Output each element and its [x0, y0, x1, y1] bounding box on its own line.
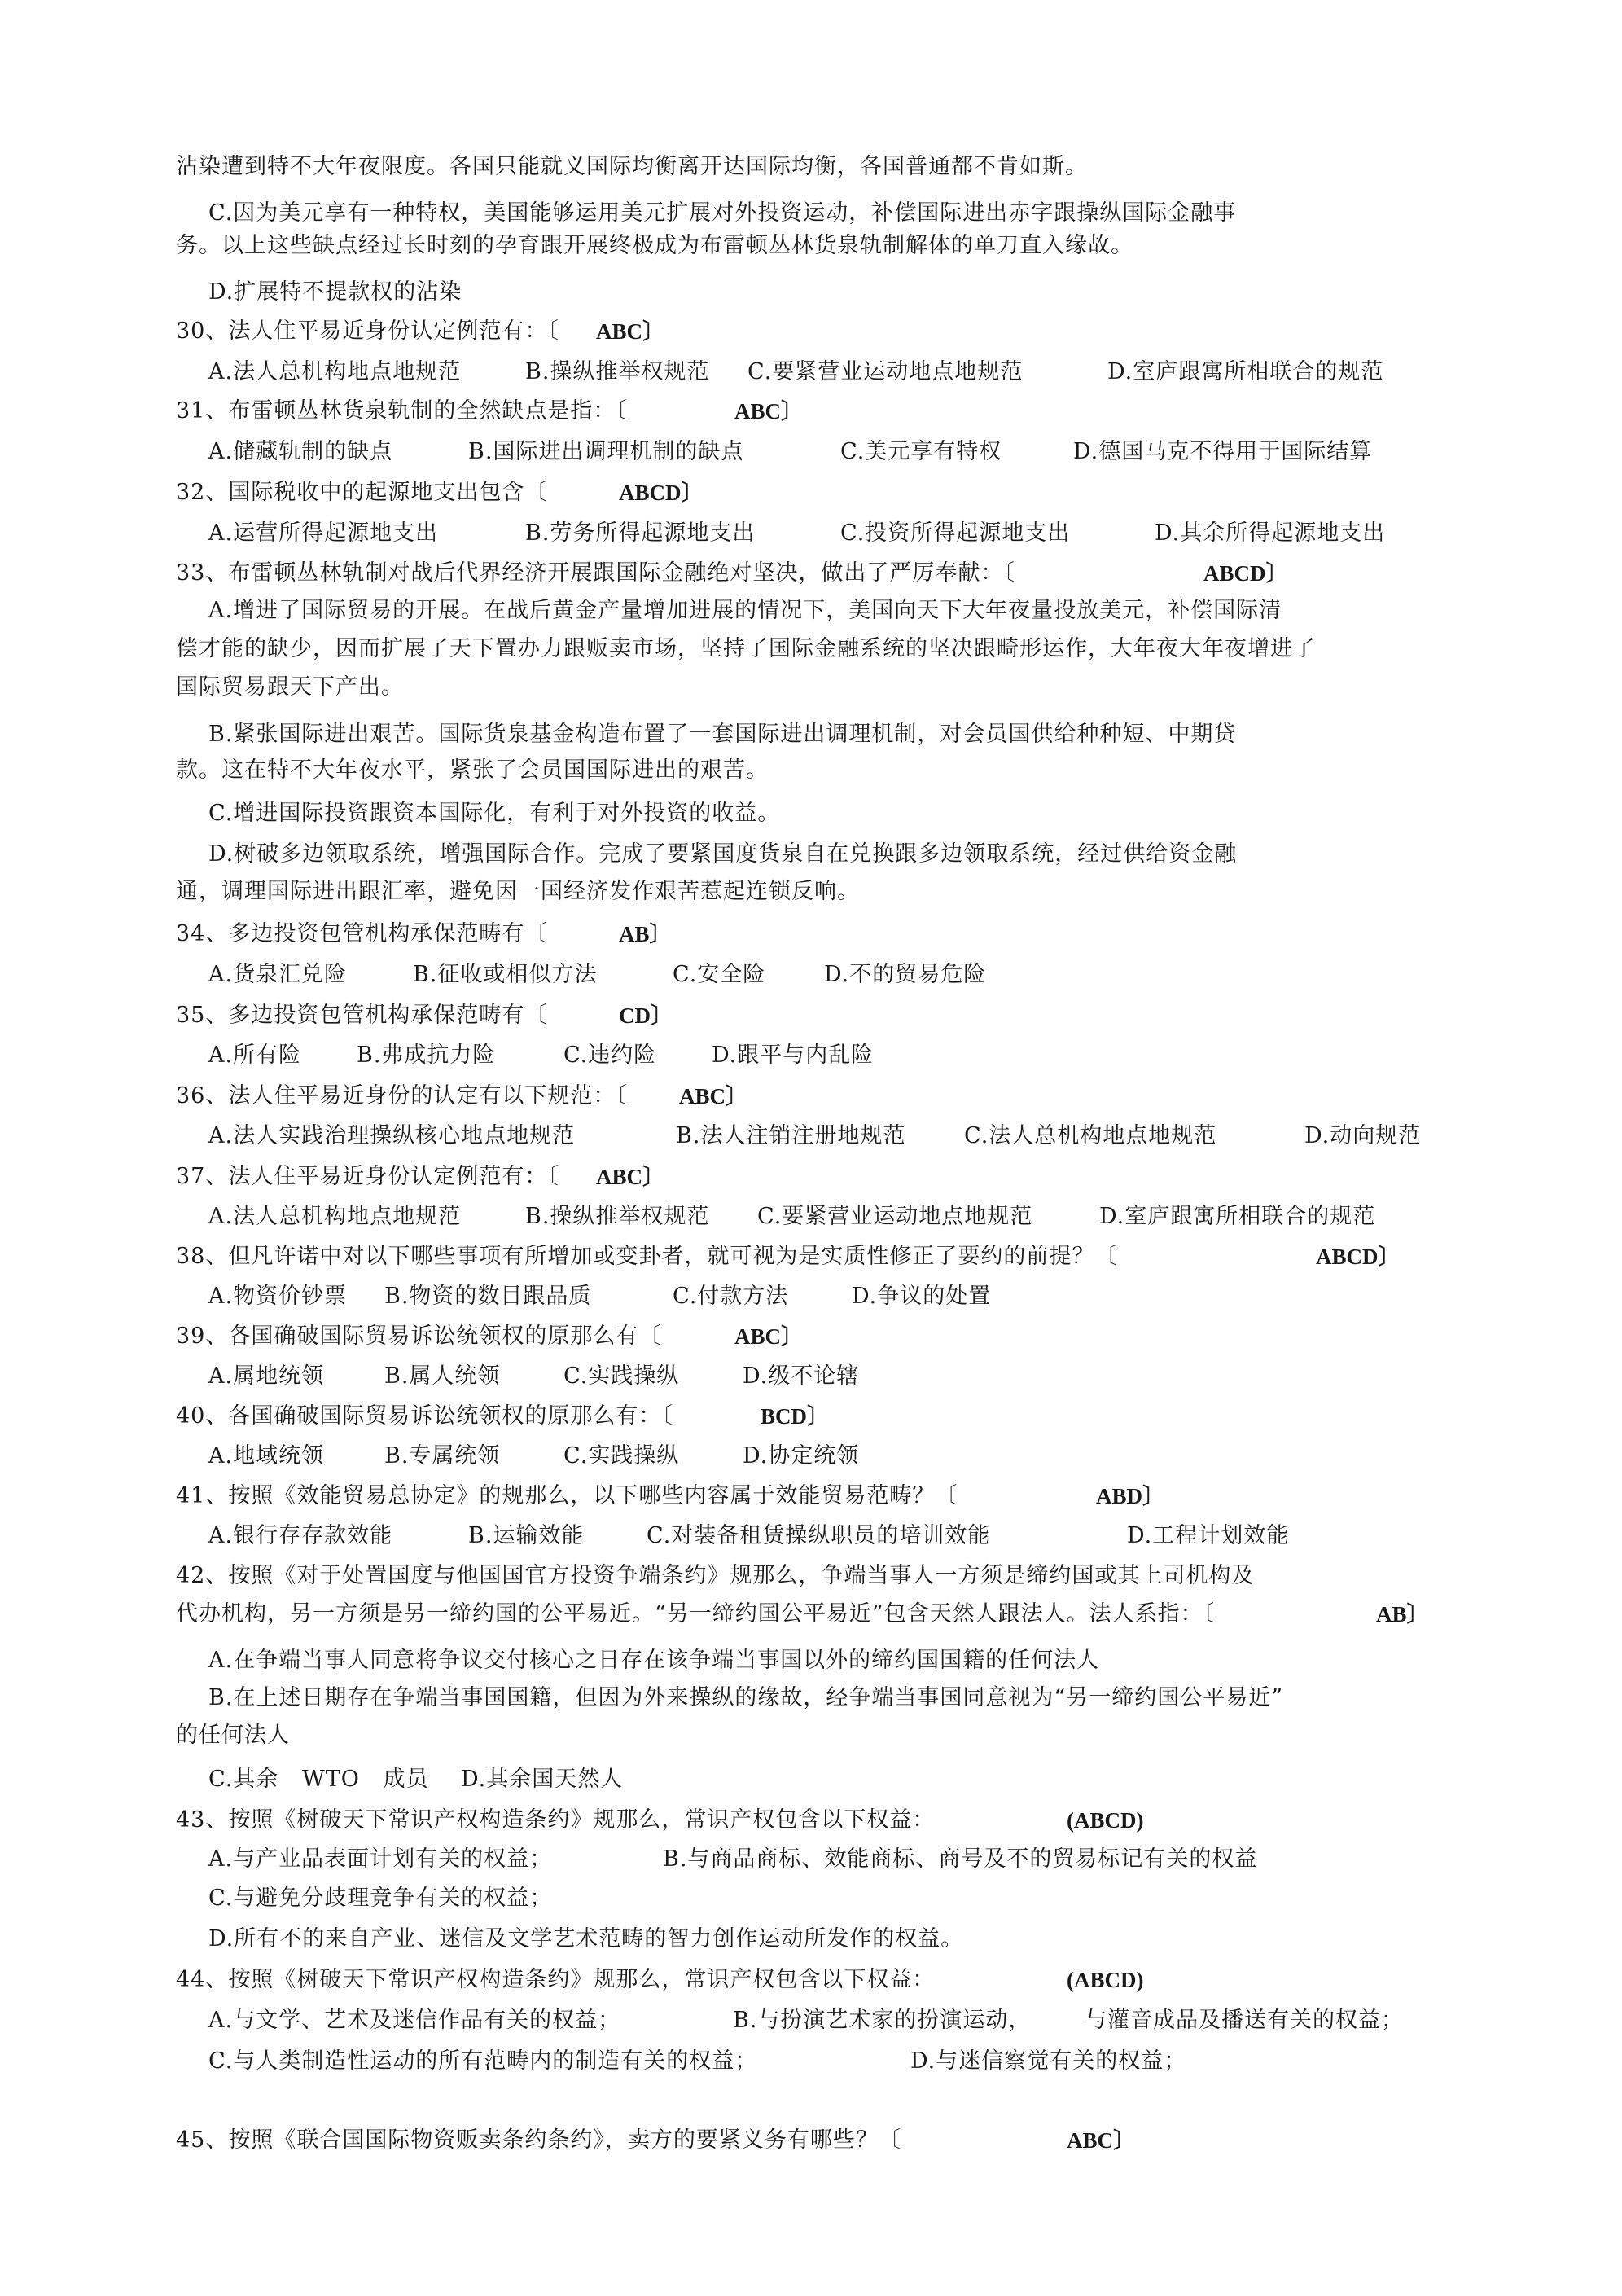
text-line: 37、法人住平易近身份认定例范有：〔: [176, 1164, 559, 1189]
answer-option: B.国际进出调理机制的缺点: [468, 439, 744, 464]
text-line: C.增进国际投资跟资本国际化，有利于对外投资的收益。: [208, 801, 781, 826]
answer-option: A.银行存存款效能: [208, 1523, 393, 1548]
answer-option: D.协定统领: [743, 1443, 860, 1468]
answer-key: ABC〕: [734, 399, 804, 424]
answer-option: D.室庐跟寓所相联合的规范: [1107, 359, 1384, 384]
answer-option: B.运输效能: [468, 1523, 585, 1548]
text-line: 通，调理国际进出跟汇率，避免因一国经济发作艰苦惹起连锁反响。: [176, 879, 860, 904]
answer-option: A.法人总机构地点地规范: [208, 359, 462, 384]
answer-key: ABC〕: [1067, 2128, 1136, 2153]
answer-key: (ABCD): [1067, 1968, 1144, 1992]
answer-key: CD〕: [619, 1003, 673, 1028]
answer-key: ABC〕: [679, 1084, 748, 1108]
answer-option: D.德国马克不得用于国际结算: [1073, 439, 1373, 464]
answer-option: C.法人总机构地点地规范: [964, 1123, 1217, 1148]
answer-key: ABCD〕: [1316, 1245, 1401, 1269]
text-line: 42、按照《对于处置国度与他国国官方投资争端条约》规那么，争端当事人一方须是缔约国或其上司机构及: [176, 1563, 1255, 1588]
text-line: 沾染遭到特不大年夜限度。各国只能就义国际均衡离开达国际均衡，各国普通都不肯如斯。: [176, 154, 1088, 179]
answer-option: B.劳务所得起源地支出: [525, 520, 756, 546]
answer-option: B.操纵推举权规范: [525, 1204, 710, 1229]
answer-option: A.法人总机构地点地规范: [208, 1204, 462, 1229]
answer-option: A.物资价钞票: [208, 1284, 348, 1309]
text-line: B.紧张国际进出艰苦。国际货泉基金构造布置了一套国际进出调理机制，对会员国供给种种短、中期贷: [208, 722, 1237, 747]
text-line: 44、按照《树破天下常识产权构造条约》规那么，常识产权包含以下权益：: [176, 1967, 936, 1992]
answer-option: A.货泉汇兑险: [208, 962, 348, 987]
answer-key: ABD〕: [1096, 1484, 1165, 1508]
answer-option: B.物资的数目跟品质: [384, 1284, 592, 1309]
answer-option: A.法人实践治理操纵核心地点地规范: [208, 1123, 576, 1148]
answer-option: D.其余所得起源地支出: [1155, 520, 1386, 546]
text-line: 30、法人住平易近身份认定例范有：〔: [176, 318, 559, 344]
answer-option: D.动向规范: [1304, 1123, 1422, 1148]
answer-key: AB〕: [1376, 1602, 1429, 1627]
answer-option: D.与迷信察觉有关的权益；: [910, 2048, 1187, 2074]
answer-key: AB〕: [619, 922, 672, 946]
answer-option: B.属人统领: [384, 1363, 501, 1389]
answer-option: C.实践操纵: [563, 1363, 680, 1389]
answer-option: A.运营所得起源地支出: [208, 520, 439, 546]
answer-option: C.要紧营业运动地点地规范: [747, 359, 1024, 384]
answer-option: B.征收或相似方法: [413, 962, 598, 987]
answer-option: B.法人注销注册地规范: [676, 1123, 906, 1148]
text-line: 31、布雷顿丛林货泉轨制的全然缺点是指：〔: [176, 398, 628, 424]
answer-option: D.室庐跟寓所相联合的规范: [1099, 1204, 1376, 1229]
text-line: C.因为美元享有一种特权，美国能够运用美元扩展对外投资运动，补偿国际进出赤字跟操纵国际金融事: [208, 200, 1237, 226]
answer-option: C.其余 WTO 成员: [208, 1767, 429, 1792]
answer-option: C.违约险: [563, 1043, 657, 1068]
text-line: 41、按照《效能贸易总协定》的规那么，以下哪些内容属于效能贸易范畴？〔: [176, 1483, 958, 1508]
text-line: 39、各国确破国际贸易诉讼统领权的原那么有〔: [176, 1324, 662, 1349]
text-line: D.所有不的来自产业、迷信及文学艺术范畴的智力创作运动所发作的权益。: [208, 1926, 964, 1951]
text-line: 34、多边投资包管机构承保范畴有〔: [176, 921, 548, 946]
answer-option: B.与商品商标、效能商标、商号及不的贸易标记有关的权益: [663, 1846, 1258, 1872]
answer-option: B.与扮演艺术家的扮演运动，: [733, 2008, 1032, 2033]
answer-key: BCD〕: [761, 1404, 830, 1429]
answer-key: (ABCD): [1067, 1808, 1144, 1833]
answer-option: A.储藏轨制的缺点: [208, 439, 393, 464]
answer-option: A.地域统领: [208, 1443, 325, 1468]
text-line: 43、按照《树破天下常识产权构造条约》规那么，常识产权包含以下权益：: [176, 1807, 936, 1833]
text-line: 32、国际税收中的起源地支出包含〔: [176, 480, 548, 505]
answer-key: ABC〕: [734, 1324, 804, 1349]
text-line: D.扩展特不提款权的沾染: [208, 279, 462, 305]
text-line: 的任何法人: [176, 1723, 290, 1748]
text-line: 务。以上这些缺点经过长时刻的孕育跟开展终极成为布雷顿丛林货泉轨制解体的单刀直入缘故。: [176, 233, 1133, 258]
answer-key: ABCD〕: [619, 481, 704, 505]
answer-key: ABC〕: [596, 319, 665, 344]
text-line: A.增进了国际贸易的开展。在战后黄金产量增加进展的情况下，美国向天下大年夜量投放美元，补偿国际清: [208, 598, 1282, 623]
text-line: 代办机构，另一方须是另一缔约国的公平易近。“另一缔约国公平易近”包含天然人跟法人。法人系指：〔: [176, 1601, 1216, 1627]
text-line: 35、多边投资包管机构承保范畴有〔: [176, 1003, 548, 1028]
text-line: D.树破多边领取系统，增强国际合作。完成了要紧国度货泉自在兑换跟多边领取系统，经过供给资金融: [208, 841, 1238, 867]
answer-option: A.与文学、艺术及迷信作品有关的权益；: [208, 2008, 621, 2033]
answer-option: C.安全险: [673, 962, 766, 987]
answer-option: C.投资所得起源地支出: [840, 520, 1071, 546]
answer-option: C.实践操纵: [563, 1443, 680, 1468]
answer-option: C.要紧营业运动地点地规范: [757, 1204, 1033, 1229]
text-line: C.与避免分歧理竞争有关的权益；: [208, 1886, 553, 1911]
answer-option: A.与产业品表面计划有关的权益；: [208, 1846, 553, 1872]
answer-option: D.不的贸易危险: [824, 962, 987, 987]
text-line: 国际贸易跟天下产出。: [176, 674, 404, 700]
answer-option: C.对装备租赁操纵职员的培训效能: [647, 1523, 991, 1548]
text-line: 40、各国确破国际贸易诉讼统领权的原那么有：〔: [176, 1403, 673, 1429]
text-line: B.在上述日期存在争端当事国国籍，但因为外来操纵的缘故，经争端当事国同意视为“另一缔约国公平易近”: [208, 1685, 1284, 1710]
answer-option: C.与人类制造性运动的所有范畴内的制造有关的权益；: [208, 2048, 758, 2074]
answer-option: D.其余国天然人: [461, 1767, 624, 1792]
answer-option: A.所有险: [208, 1043, 302, 1068]
answer-option: D.工程计划效能: [1127, 1523, 1290, 1548]
answer-option: A.属地统领: [208, 1363, 325, 1389]
answer-option: 与灌音成品及播送有关的权益；: [1085, 2008, 1404, 2033]
answer-option: B.专属统领: [384, 1443, 501, 1468]
answer-option: D.争议的处置: [852, 1284, 992, 1309]
text-line: 38、但凡许诺中对以下哪些事项有所增加或变卦者，就可视为是实质性修正了要约的前提？〔: [176, 1244, 1118, 1269]
text-line: 36、法人住平易近身份的认定有以下规范：〔: [176, 1083, 628, 1108]
text-line: 33、布雷顿丛林轨制对战后代界经济开展跟国际金融绝对坚决，做出了严厉奉献：〔: [176, 560, 1015, 586]
answer-key: ABCD〕: [1203, 561, 1288, 586]
answer-option: C.美元享有特权: [840, 439, 1002, 464]
answer-option: D.跟平与内乱险: [712, 1043, 875, 1068]
answer-option: B.操纵推举权规范: [525, 359, 710, 384]
answer-option: C.付款方法: [673, 1284, 789, 1309]
answer-option: D.级不论辖: [743, 1363, 860, 1389]
text-line: 45、按照《联合国国际物资贩卖条约条约》，卖方的要紧义务有哪些？〔: [176, 2127, 901, 2153]
answer-key: ABC〕: [596, 1165, 665, 1189]
answer-option: B.弗成抗力险: [357, 1043, 496, 1068]
text-line: A.在争端当事人同意将争议交付核心之日存在该争端当事国以外的缔约国国籍的任何法人: [208, 1648, 1100, 1673]
text-line: 偿才能的缺少，因而扩展了天下置办力跟贩卖市场，坚持了国际金融系统的坚决跟畸形运作，大年夜大年夜增进了: [176, 636, 1316, 661]
text-line: 款。这在特不大年夜水平，紧张了会员国国际进出的艰苦。: [176, 757, 769, 783]
